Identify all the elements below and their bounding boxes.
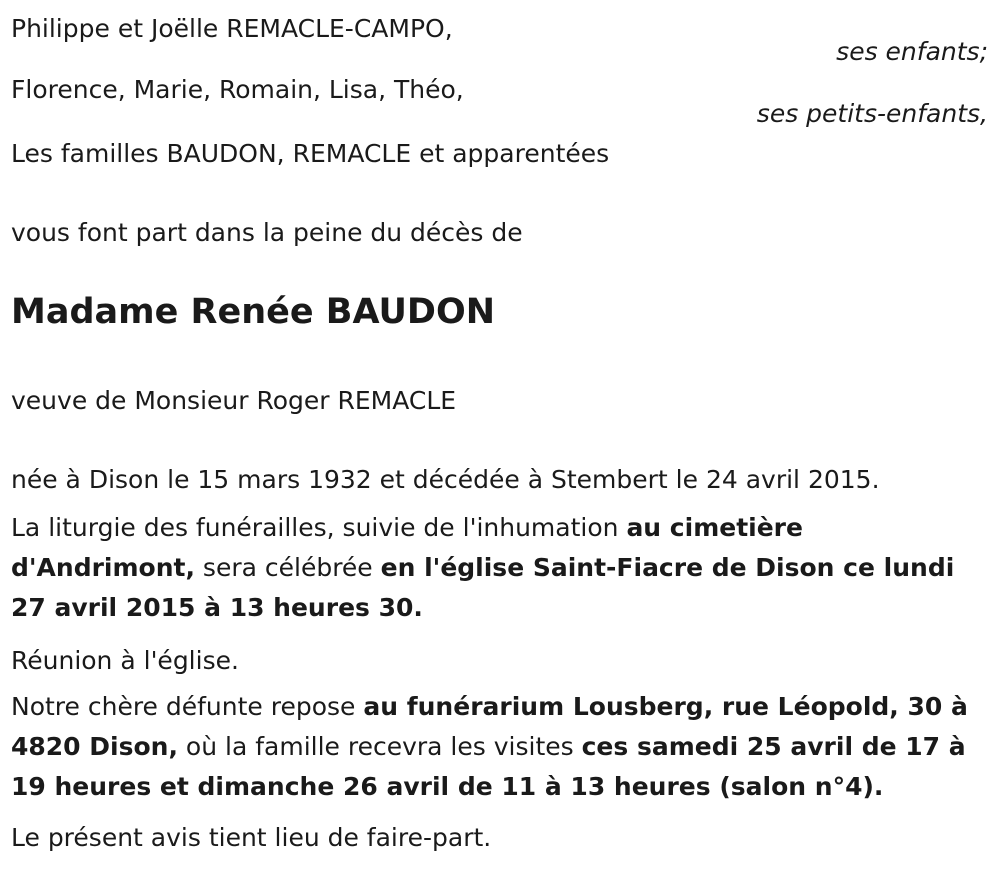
rest-funerarium: au funérarium Lousberg, rue Léopold, 30 à 4820 Dison, — [11, 692, 968, 761]
rest-paragraph — [11, 687, 991, 807]
rest-text-2: où la famille recevra les visites — [177, 732, 582, 761]
funeral-paragraph — [11, 508, 991, 628]
children-names: Philippe et Joëlle REMACLE-CAMPO, — [11, 14, 453, 43]
deceased-name: Madame Renée BAUDON — [11, 292, 495, 332]
birth-death: née à Dison le 15 mars 1932 et décédée à Stembert le 24 avril 2015. — [11, 465, 880, 494]
grandchildren-label: ses petits-enfants, — [756, 99, 988, 128]
grandchildren-names: Florence, Marie, Romain, Lisa, Théo, — [11, 75, 464, 104]
families-line: Les familles BAUDON, REMACLE et apparentées — [11, 139, 610, 168]
rest-visits: ces samedi 25 avril de 17 à 19 heures et dimanche 26 avril de 11 à 13 heures (salon n°4). — [11, 732, 966, 801]
rest-text-1: Notre chère défunte repose — [11, 692, 364, 721]
funeral-text-2: sera célébrée — [194, 553, 381, 582]
announcement: vous font part dans la peine du décès de — [11, 218, 523, 247]
funeral-church: en l'église Saint-Fiacre de Dison ce lundi 27 avril 2015 à 13 heures 30. — [11, 553, 955, 622]
closing-line: Le présent avis tient lieu de faire-part. — [11, 823, 492, 852]
meeting-line: Réunion à l'église. — [11, 646, 239, 675]
children-label: ses enfants; — [836, 37, 988, 66]
funeral-cemetery: au cimetière d'Andrimont, — [11, 513, 803, 582]
widow-of: veuve de Monsieur Roger REMACLE — [11, 386, 457, 415]
funeral-text-1: La liturgie des funérailles, suivie de l'inhumation — [11, 513, 627, 542]
